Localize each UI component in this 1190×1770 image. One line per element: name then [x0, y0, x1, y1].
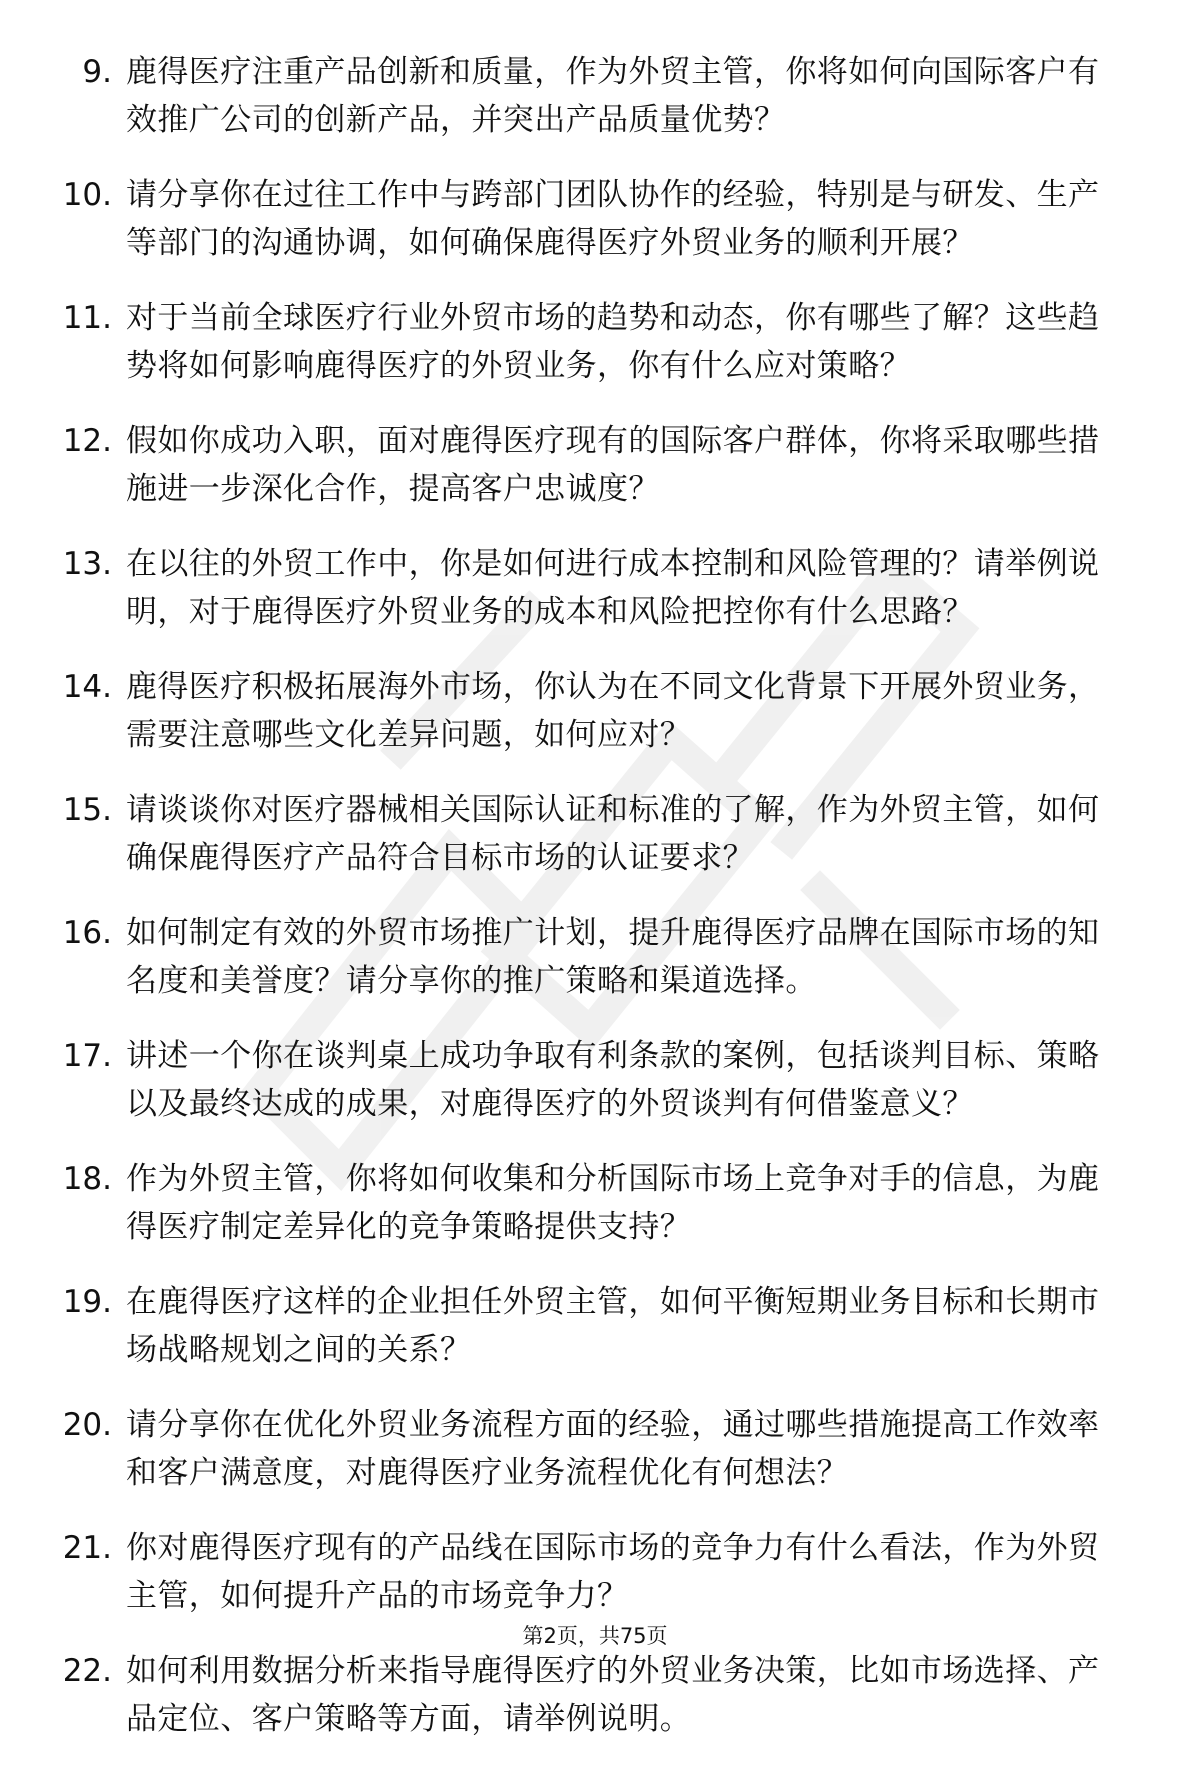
- question-text: 假如你成功入职，面对鹿得医疗现有的国际客户群体，你将采取哪些措施进一步深化合作，提高客户忠诚度？: [126, 423, 1100, 507]
- question-number: 10.: [62, 177, 112, 213]
- question-number: 15.: [62, 792, 112, 828]
- question-number: 18.: [62, 1161, 112, 1197]
- question-number: 16.: [62, 915, 112, 951]
- question-number: 20.: [62, 1407, 112, 1443]
- question-text: 你对鹿得医疗现有的产品线在国际市场的竞争力有什么看法，作为外贸主管，如何提升产品的市场竞争力？: [126, 1530, 1100, 1614]
- question-number: 22.: [62, 1653, 112, 1689]
- question-number: 12.: [62, 423, 112, 459]
- list-item: [0, 1032, 1190, 1128]
- question-text: 请分享你在过往工作中与跨部门团队协作的经验，特别是与研发、生产等部门的沟通协调，如何确保鹿得医疗外贸业务的顺利开展？: [126, 177, 1100, 261]
- page-number: 第2页，共75页: [522, 1624, 668, 1648]
- question-text: 在鹿得医疗这样的企业担任外贸主管，如何平衡短期业务目标和长期市场战略规划之间的关系？: [126, 1284, 1100, 1368]
- question-text: 作为外贸主管，你将如何收集和分析国际市场上竞争对手的信息，为鹿得医疗制定差异化的竞争策略提供支持？: [126, 1161, 1100, 1245]
- list-item: [0, 294, 1190, 390]
- list-item: [0, 786, 1190, 882]
- question-text: 鹿得医疗注重产品创新和质量，作为外贸主管，你将如何向国际客户有效推广公司的创新产品，并突出产品质量优势？: [126, 54, 1100, 138]
- list-item: [0, 663, 1190, 759]
- question-number: 19.: [62, 1284, 112, 1320]
- question-number: 13.: [62, 546, 112, 582]
- question-list: [0, 48, 1190, 1770]
- question-text: 对于当前全球医疗行业外贸市场的趋势和动态，你有哪些了解？这些趋势将如何影响鹿得医疗的外贸业务，你有什么应对策略？: [126, 300, 1100, 384]
- question-number: 21.: [62, 1530, 112, 1566]
- question-text: 如何利用数据分析来指导鹿得医疗的外贸业务决策，比如市场选择、产品定位、客户策略等方面，请举例说明。: [126, 1653, 1100, 1737]
- question-text: 讲述一个你在谈判桌上成功争取有利条款的案例，包括谈判目标、策略以及最终达成的成果，对鹿得医疗的外贸谈判有何借鉴意义？: [126, 1038, 1100, 1122]
- question-number: 14.: [62, 669, 112, 705]
- question-number: 11.: [62, 300, 112, 336]
- list-item: [0, 909, 1190, 1005]
- list-item: [0, 1155, 1190, 1251]
- question-text: 请谈谈你对医疗器械相关国际认证和标准的了解，作为外贸主管，如何确保鹿得医疗产品符合目标市场的认证要求？: [126, 792, 1100, 876]
- question-text: 请分享你在优化外贸业务流程方面的经验，通过哪些措施提高工作效率和客户满意度，对鹿得医疗业务流程优化有何想法？: [126, 1407, 1100, 1491]
- list-item: [0, 171, 1190, 267]
- list-item: [0, 1524, 1190, 1620]
- list-item: [0, 1278, 1190, 1374]
- question-text: 鹿得医疗积极拓展海外市场，你认为在不同文化背景下开展外贸业务，需要注意哪些文化差异问题，如何应对？: [126, 669, 1100, 753]
- list-item: [0, 48, 1190, 144]
- list-item: [0, 417, 1190, 513]
- question-text: 如何制定有效的外贸市场推广计划，提升鹿得医疗品牌在国际市场的知名度和美誉度？请分享你的推广策略和渠道选择。: [126, 915, 1100, 999]
- question-number: 17.: [62, 1038, 112, 1074]
- list-item: [0, 1401, 1190, 1497]
- question-text: 在以往的外贸工作中，你是如何进行成本控制和风险管理的？请举例说明，对于鹿得医疗外贸业务的成本和风险把控你有什么思路？: [126, 546, 1100, 630]
- question-number: 9.: [82, 54, 112, 90]
- list-item: [0, 1647, 1190, 1743]
- list-item: [0, 540, 1190, 636]
